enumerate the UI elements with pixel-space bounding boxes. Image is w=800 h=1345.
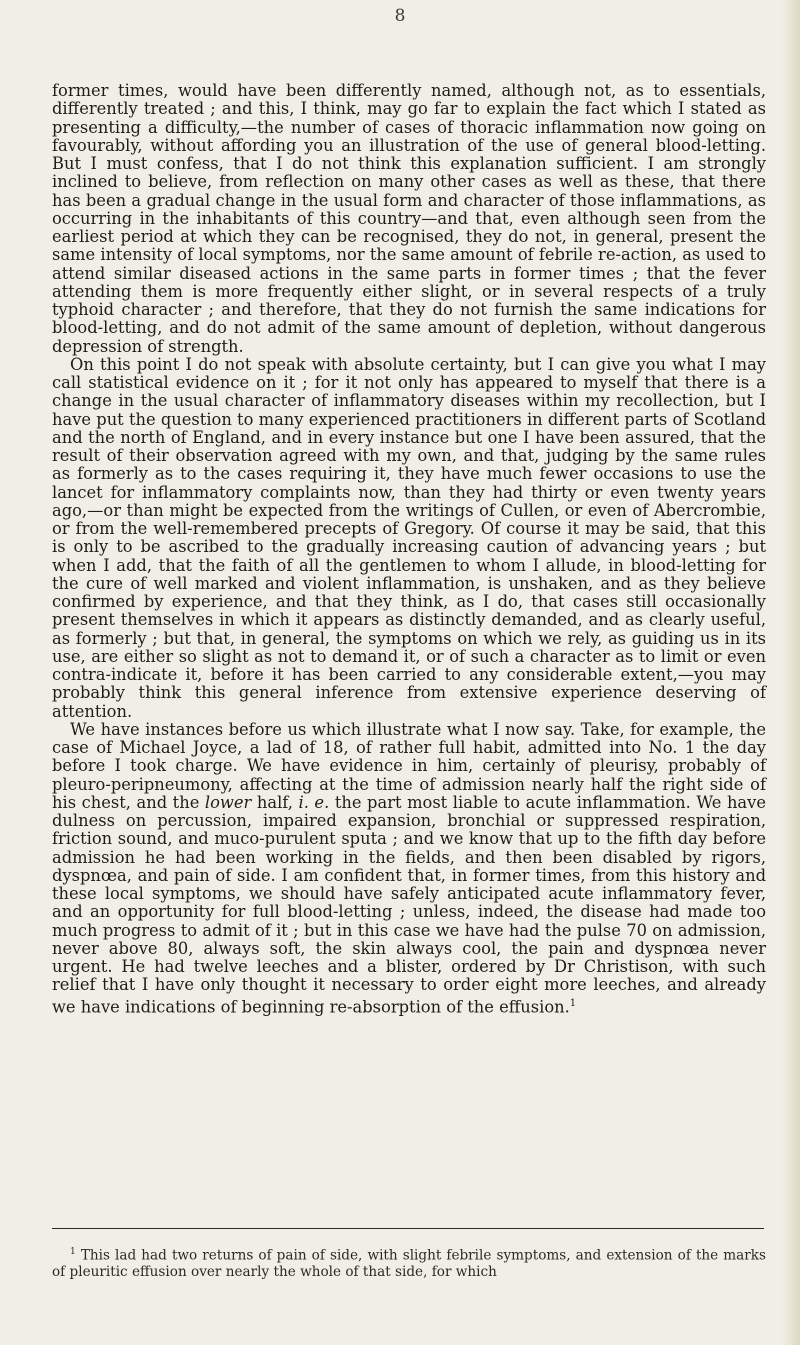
italic-emphasis: lower [204, 792, 252, 812]
paragraph-text: half, [256, 792, 293, 812]
page-number: 8 [394, 6, 406, 26]
paragraph-text: We have instances before us which illustrate what I now say. Take, for example, the case of Michael Joyce, a lad of 18, of rather full habit, admitted into No. 1 the day before I took charge. We have evidence in him, certainly of pleurisy, probably of pleuro-peripneumony, affecting at the time of admission nearly half the right side of his chest, and the [52, 719, 766, 812]
paragraph-text: the part most liable to acute inflammation. We have dulness on percussion, impaired expansion, bronchial or suppressed respiration, friction sound, and muco-purulent sputa ; and we know that up to the fifth day before admission he had been working in the fields, and then been disabled by rigors, dyspnœa, and pain of side. I am confident that, in former times, from this history and these local symptoms, we should have safely anticipated acute inflammatory fever, and an opportunity for full blood-letting ; unless, indeed, the disease had made too much progress to admit of it ; but in this case we have had the pulse 70 on admission, never above 80, always soft, the skin always cool, the pain and dyspnœa never urgent. He had twelve leeches and a blister, ordered by Dr Christison, with such relief that I have only thought it necessary to order eight more leeches, and already we have indications of beginning re-absorption of the effusion. [52, 792, 766, 1016]
footnote [52, 1244, 766, 1280]
paragraph: On this point I do not speak with absolute certainty, but I can give you what I may call statistical evidence on it ; for it not only has appeared to myself that there is a change in the usual character of inflammatory diseases within my recollection, but I have put the question to many experienced practitioners in different parts of Scotland and the north of England, and in every instance but one I have been assured, that the result of their observation agreed with my own, and that, judging by the same rules as formerly as to the cases requiring it, they have much fewer occasions to use the lancet for inflammatory complaints now, than they had thirty or even twenty years ago,—or than might be expected from the writings of Cullen, or even of Abercrombie, or from the well-remembered precepts of Gregory. Of course it may be said, that this is only to be ascribed to the gradually increasing caution of advancing years ; but when I add, that the faith of all the gentlemen to whom I allude, in blood-letting for the cure of well marked and violent inflammation, is unshaken, and as they believe confirmed by experience, and that they think, as I do, that cases still occasionally present themselves in which it appears as distinctly demanded, and as clearly useful, as formerly ; but that, in general, the symptoms on which we rely, as guiding us in its use, are either so slight as not to demand it, or of such a character as to limit or even contra-indicate it, before it has been carried to any considerable extent,—you may probably think this general inference from extensive experience deserving of attention. [52, 354, 766, 721]
footnote-marker: 1 [70, 1247, 76, 1257]
footnote-reference: 1 [569, 997, 577, 1009]
page-edge-shadow [782, 0, 800, 1345]
footnote-divider [52, 1228, 764, 1229]
paragraph [52, 721, 766, 1016]
paragraph: former times, would have been differently named, although not, as to essentials, differently treated ; and this, I think, may go far to explain the fact which I stated as presenting a difficulty,—the number of cases of thoracic inflammation now going on favourably, without affording you an illustration of the use of general blood-letting. But I must confess, that I do not think this explanation sufficient. I am strongly inclined to believe, from reflection on many other cases as well as these, that there has been a gradual change in the usual form and character of those inflammations, as occurring in the inhabitants of this country—and that, even although seen from the earliest period at which they can be recognised, they do not, in general, present the same intensity of local symptoms, nor the same amount of febrile re-action, as used to attend similar diseased actions in the same parts in former times ; that the fever attending them is more frequently either slight, or in several respects of a truly typhoid character ; and therefore, that they do not furnish the same indications for blood-letting, and do not admit of the same amount of depletion, without dangerous depression of strength. [52, 81, 766, 356]
footnote-text: This lad had two returns of pain of side, with slight febrile symptoms, and extension of the marks of pleuritic effusion over nearly the whole of that side, for which [52, 1247, 766, 1280]
body-text [52, 82, 766, 1016]
italic-emphasis: i. e. [298, 792, 330, 812]
